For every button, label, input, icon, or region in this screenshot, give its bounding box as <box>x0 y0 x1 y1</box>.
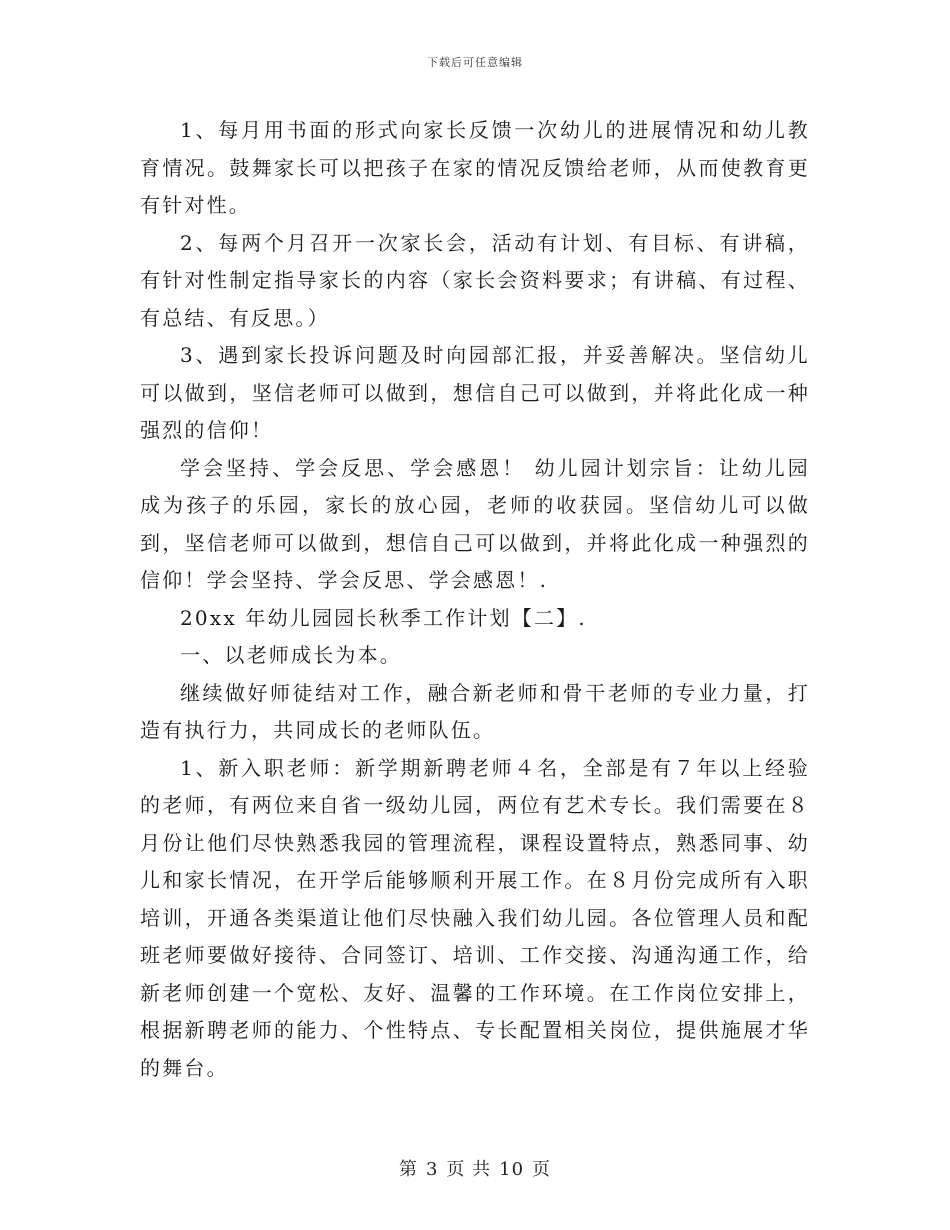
total-pages-number: 10 <box>499 1159 525 1180</box>
paragraph-complaints: 3、遇到家长投诉问题及时向园部汇报，并妥善解决。坚信幼儿可以做到，坚信老师可以做到，想信自己可以做到，并将此化成一种强烈的信仰！ <box>140 343 810 442</box>
section-title: 20xx 年幼儿园园长秋季工作计划【二】. <box>180 605 587 630</box>
paragraph-parent-meeting: 2、每两个月召开一次家长会，活动有计划、有目标、有讲稿，有针对性制定指导家长的内容（家长会资料要求；有讲稿、有过程、有总结、有反思。） <box>140 230 810 330</box>
page-label-mid: 页 共 <box>446 1159 492 1180</box>
document-body <box>140 112 810 1087</box>
current-page-number: 3 <box>425 1159 439 1180</box>
paragraph-new-teachers: 1、新入职老师：新学期新聘老师４名，全部是有７年以上经验的老师，有两位来自省一级幼儿园，两位有艺术专长。我们需要在８月份让他们尽快熟悉我园的管理流程，课程设置特点，熟悉同事、幼儿和家长情况，在开学后能够顺利开展工作。在８月份完成所有入职培训，开通各类渠道让他们尽快融入我们幼儿园。各位管理人员和配班老师要做好接待、合同签订、培训、工作交接、沟通沟通工作，给新老师创建一个宽松、友好、温馨的工作环境。在工作岗位安排上，根据新聘老师的能力、个性特点、专长配置相关岗位，提供施展才华的舞台。 <box>140 755 810 1080</box>
section-heading-teacher-growth: 一、以老师成长为本。 <box>180 643 402 667</box>
page-label-prefix: 第 <box>398 1159 418 1180</box>
paragraph-mentoring: 继续做好师徒结对工作，融合新老师和骨干老师的专业力量，打造有执行力，共同成长的老师队伍。 <box>140 680 810 742</box>
page-label-suffix: 页 <box>532 1159 552 1180</box>
paragraph-feedback-monthly: 1、每月用书面的形式向家长反馈一次幼儿的进展情况和幼儿教育情况。鼓舞家长可以把孩子在家的情况反馈给老师，从而使教育更有针对性。 <box>140 118 810 217</box>
page-header-note: 下载后可任意编辑 <box>427 56 523 69</box>
page-footer <box>0 1155 950 1181</box>
paragraph-motto: 学会坚持、学会反思、学会感恩！ 幼儿园计划宗旨：让幼儿园成为孩子的乐园，家长的放心园，老师的收获园。坚信幼儿可以做到，坚信老师可以做到，想信自己可以做到，并将此化成一种强烈的信仰！学会坚持、学会反思、学会感恩！. <box>140 455 810 592</box>
